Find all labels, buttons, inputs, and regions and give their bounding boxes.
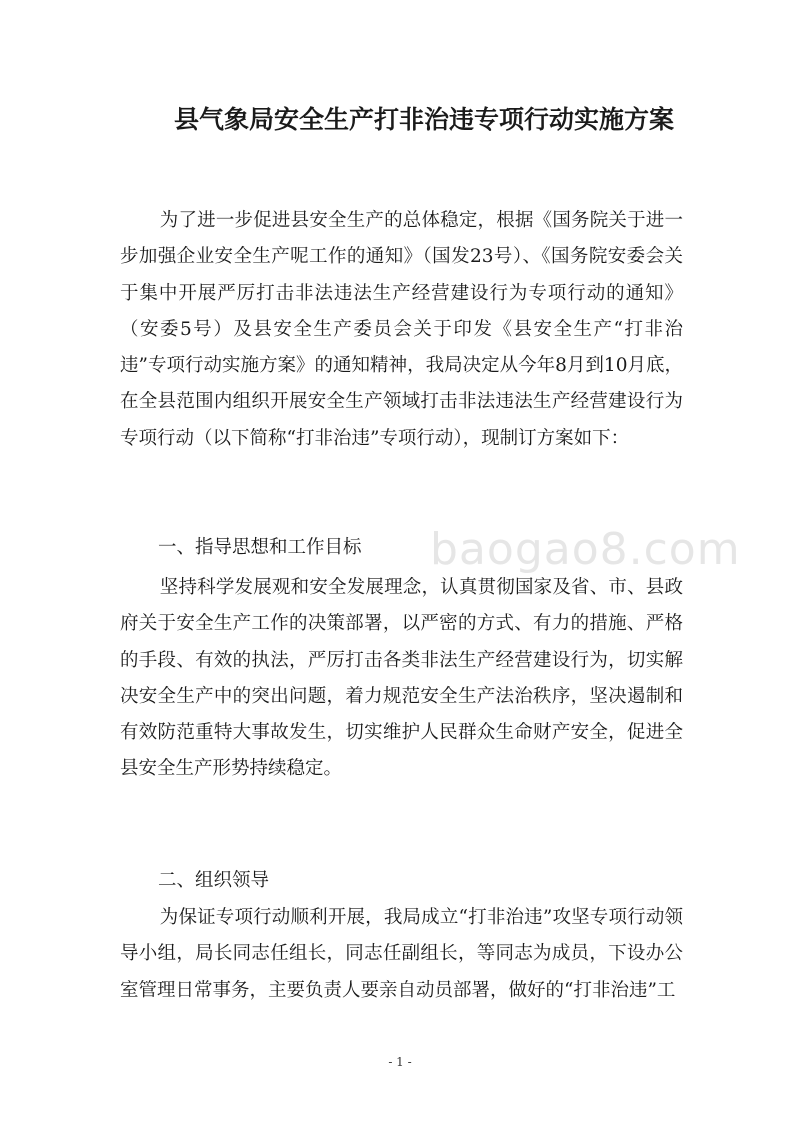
document-title: 县气象局安全生产打非治违专项行动实施方案 bbox=[173, 105, 674, 134]
watermark: baogao8.com bbox=[430, 524, 741, 575]
page-number: - 1 - bbox=[388, 1055, 412, 1069]
section-1-paragraph: 坚持科学发展观和安全发展理念，认真贯彻国家及省、市、县政府关于安全生产工作的决策部署，以严密的方式、有力的措施、严格的手段、有效的执法，严厉打击各类非法生产经营建设行为，切实解决安全生产中的突出问题，着力规范安全生产法治秩序，坚决遏制和有效防范重特大事故发生，切实维护人民群众生命财产安全，促进全县安全生产形势持续稳定。 bbox=[120, 577, 683, 780]
section-2-paragraph: 为保证专项行动顺利开展，我局成立“打非治违”攻坚专项行动领导小组，局长同志任组长，同志任副组长，等同志为成员，下设办公室管理日常事务，主要负责人要亲自动员部署，做好的“打非治违”工 bbox=[120, 907, 683, 1001]
section-heading-2: 二、组织领导 bbox=[158, 870, 270, 891]
intro-paragraph: 为了进一步促进县安全生产的总体稳定，根据《国务院关于进一步加强企业安全生产呢工作的通知》（国发23号）、《国务院安委会关于集中开展严厉打击非法违法生产经营建设行为专项行动的通知》（安委5号）及县安全生产委员会关于印发《县安全生产“打非治违”专项行动实施方案》的通知精神，我局决定从今年8月到10月底，在全县范围内组织开展安全生产领域打击非法违法生产经营建设行为专项行动（以下简称“打非治违”专项行动），现制订方案如下： bbox=[120, 210, 683, 449]
section-heading-1: 一、指导思想和工作目标 bbox=[158, 537, 362, 558]
